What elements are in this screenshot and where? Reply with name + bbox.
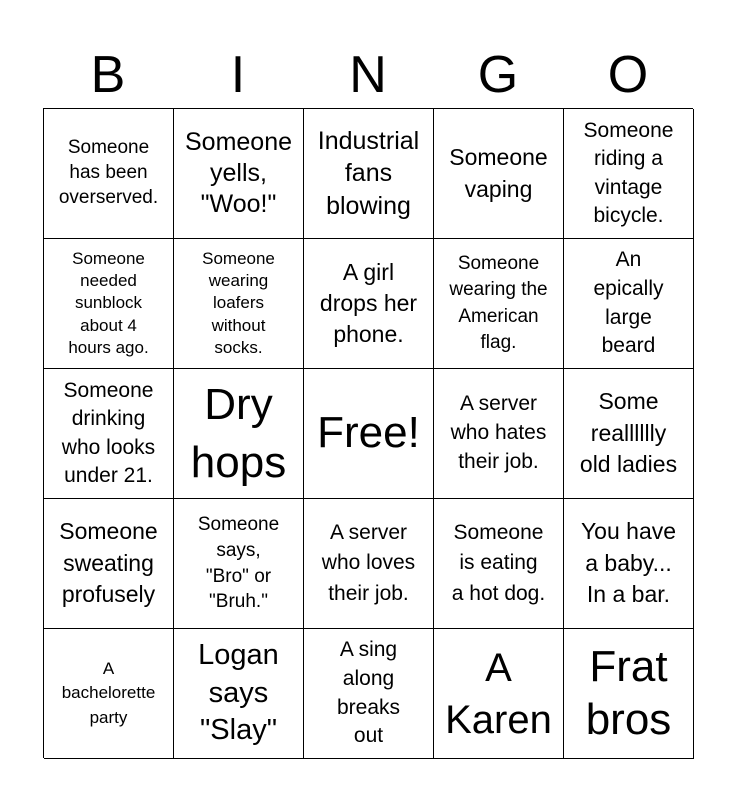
cell-text: Logan says "Slay" bbox=[198, 638, 279, 747]
bingo-cell[interactable] bbox=[174, 109, 304, 239]
cell-text: An epically large beard bbox=[593, 247, 664, 358]
bingo-cell[interactable] bbox=[304, 109, 434, 239]
header-letter-g: G bbox=[477, 46, 519, 104]
cell-text: Industrial fans blowing bbox=[317, 126, 420, 220]
bingo-cell[interactable] bbox=[434, 369, 564, 499]
bingo-cell[interactable] bbox=[434, 109, 564, 239]
cell-text: A Karen bbox=[445, 645, 552, 742]
bingo-cell[interactable] bbox=[44, 239, 174, 369]
bingo-cell[interactable] bbox=[434, 239, 564, 369]
bingo-cell[interactable] bbox=[44, 369, 174, 499]
cell-text: Someone needed sunblock about 4 hours ago. bbox=[68, 249, 149, 357]
cell-text: Someone yells, "Woo!" bbox=[184, 127, 293, 219]
cell-text: You have a baby... In a bar. bbox=[580, 517, 677, 608]
bingo-cell[interactable] bbox=[304, 239, 434, 369]
bingo-cell[interactable] bbox=[304, 629, 434, 759]
free-space-text: Free! bbox=[317, 408, 420, 458]
cell-text: Frat bros bbox=[585, 641, 672, 744]
bingo-cell[interactable] bbox=[434, 499, 564, 629]
free-space-cell[interactable] bbox=[304, 369, 434, 499]
bingo-cell[interactable] bbox=[564, 239, 694, 369]
bingo-cell[interactable] bbox=[174, 369, 304, 499]
bingo-cell[interactable] bbox=[44, 109, 174, 239]
header-letter-n: N bbox=[349, 46, 387, 104]
cell-text: A server who loves their job. bbox=[321, 520, 416, 605]
bingo-cell[interactable] bbox=[564, 109, 694, 239]
bingo-cell[interactable] bbox=[174, 629, 304, 759]
cell-text: A girl drops her phone. bbox=[319, 258, 418, 348]
cell-text: Dry hops bbox=[190, 380, 287, 487]
cell-text: Someone drinking who looks under 21. bbox=[61, 378, 156, 487]
bingo-cell[interactable] bbox=[564, 499, 694, 629]
header-letter-i: I bbox=[230, 46, 246, 104]
header-letter-o: O bbox=[607, 46, 649, 104]
cell-text: Some realllllly old ladies bbox=[579, 387, 678, 478]
bingo-cell[interactable] bbox=[304, 499, 434, 629]
cell-text: A bachelorette party bbox=[61, 658, 156, 727]
bingo-cell[interactable] bbox=[44, 499, 174, 629]
header-letter-b: B bbox=[90, 46, 126, 104]
cell-text: Someone vaping bbox=[449, 144, 548, 202]
cell-text: Someone has been overserved. bbox=[58, 137, 159, 208]
bingo-cell[interactable] bbox=[44, 629, 174, 759]
bingo-cell[interactable] bbox=[564, 629, 694, 759]
cell-text: Someone is eating a hot dog. bbox=[451, 520, 546, 605]
bingo-header bbox=[43, 42, 693, 108]
cell-text: A server who hates their job. bbox=[450, 392, 547, 473]
cell-text: Someone says, "Bro" or "Bruh." bbox=[197, 514, 280, 613]
cell-text: Someone wearing the American flag. bbox=[449, 253, 548, 353]
bingo-grid bbox=[43, 108, 693, 758]
bingo-cell[interactable] bbox=[434, 629, 564, 759]
cell-text: Someone sweating profusely bbox=[59, 517, 158, 608]
cell-text: A sing along breaks out bbox=[336, 637, 401, 748]
bingo-cell[interactable] bbox=[174, 499, 304, 629]
bingo-cell[interactable] bbox=[174, 239, 304, 369]
cell-text: Someone riding a vintage bicycle. bbox=[583, 118, 674, 227]
cell-text: Someone wearing loafers without socks. bbox=[202, 249, 275, 357]
bingo-cell[interactable] bbox=[564, 369, 694, 499]
